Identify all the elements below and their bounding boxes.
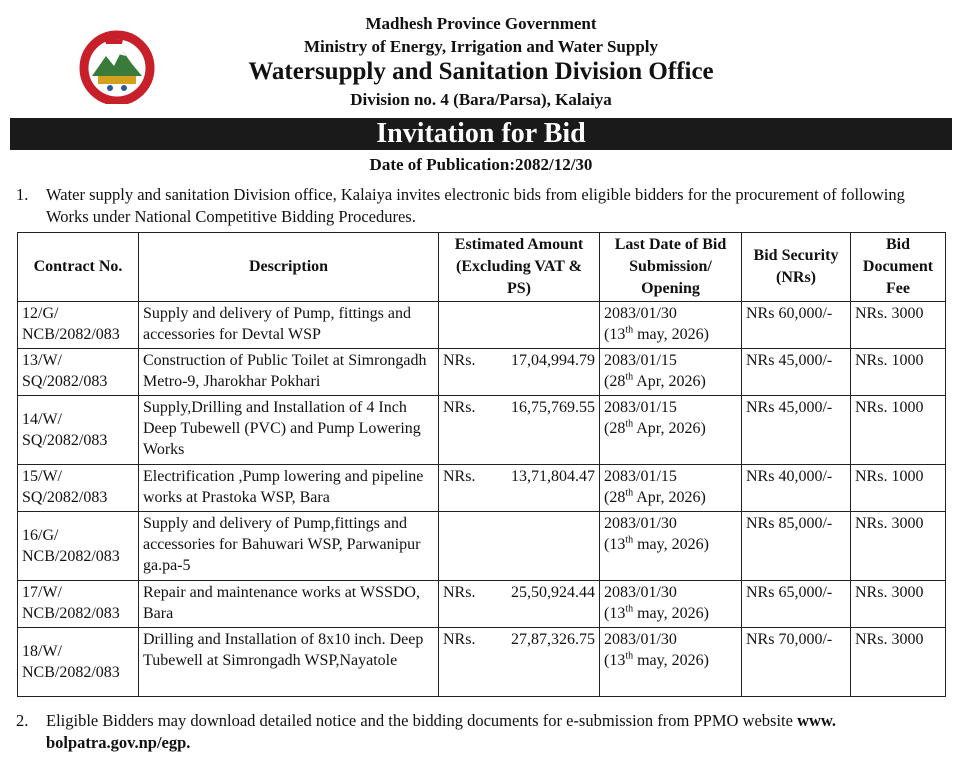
description: Supply and delivery of Pump, fittings and accessories for Devtal WSP	[139, 302, 439, 349]
contract-no: 18/W/ NCB/2082/083	[18, 628, 139, 697]
bid-security: NRs 70,000/-	[742, 628, 851, 697]
last-date: 2083/01/15 (28th Apr, 2026)	[600, 465, 742, 512]
contract-no: 17/W/ NCB/2082/083	[18, 581, 139, 628]
paragraph-body: Eligible Bidders may download detailed notice and the bidding documents for e-submission from PPMO website	[46, 711, 798, 730]
description: Supply and delivery of Pump,fittings and accessories for Bahuwari WSP, Parwanipur ga.pa-5	[139, 512, 439, 581]
estimated-amount: NRs. 27,87,326.75	[439, 628, 600, 697]
estimated-amount: NRs. 16,75,769.55	[439, 396, 600, 465]
paragraph-text	[46, 710, 951, 754]
header-amount: Estimated Amount (Excluding VAT & PS)	[439, 233, 600, 302]
header-fee: Bid Document Fee	[851, 233, 946, 302]
paragraph-number: 2.	[16, 711, 29, 730]
estimated-amount: NRs. 25,50,924.44	[439, 581, 600, 628]
table-row	[18, 581, 946, 628]
bid-security: NRs 85,000/-	[742, 512, 851, 581]
document-fee: NRs. 1000	[851, 349, 946, 396]
table-header-row	[18, 233, 946, 302]
description: Drilling and Installation of 8x10 inch. Deep Tubewell at Simrongadh WSP,Nayatole	[139, 628, 439, 697]
bid-table	[17, 232, 946, 697]
header-security: Bid Security (NRs)	[742, 233, 851, 302]
contract-no: 14/W/ SQ/2082/083	[18, 396, 139, 465]
ppmo-website-link[interactable]: www. bolpatra.gov.np/egp.	[46, 711, 837, 752]
last-date: 2083/01/30 (13th may, 2026)	[600, 302, 742, 349]
province-name: Madhesh Province Government	[365, 14, 597, 33]
document-fee: NRs. 3000	[851, 302, 946, 349]
bid-security: NRs 45,000/-	[742, 396, 851, 465]
notice-title: Invitation for Bid	[10, 118, 952, 150]
division-name: Division no. 4 (Bara/Parsa), Kalaiya	[350, 90, 612, 109]
table-row	[18, 396, 946, 465]
last-date: 2083/01/30 (13th may, 2026)	[600, 512, 742, 581]
bid-security: NRs 60,000/-	[742, 302, 851, 349]
description: Supply,Drilling and Installation of 4 Inch Deep Tubewell (PVC) and Pump Lowering Works	[139, 396, 439, 465]
estimated-amount	[439, 512, 600, 581]
last-date: 2083/01/30 (13th may, 2026)	[600, 581, 742, 628]
last-date: 2083/01/15 (28th Apr, 2026)	[600, 396, 742, 465]
contract-no: 16/G/ NCB/2082/083	[18, 512, 139, 581]
letterhead	[0, 0, 962, 118]
paragraph-2	[16, 710, 946, 756]
document-fee: NRs. 3000	[851, 628, 946, 697]
description: Repair and maintenance works at WSSDO, Bara	[139, 581, 439, 628]
table-row	[18, 512, 946, 581]
publication-date: Date of Publication:2082/12/30	[369, 155, 593, 174]
table-row	[18, 349, 946, 396]
paragraph-text: Water supply and sanitation Division office, Kalaiya invites electronic bids from eligible bidders for the procurement of following Works under National Competitive Bidding Procedures.	[46, 185, 905, 226]
ministry-name: Ministry of Energy, Irrigation and Water Supply	[303, 37, 659, 56]
document-fee: NRs. 1000	[851, 396, 946, 465]
office-name: Watersupply and Sanitation Division Office	[248, 58, 714, 85]
contract-no: 12/G/ NCB/2082/083	[18, 302, 139, 349]
estimated-amount: NRs. 17,04,994.79	[439, 349, 600, 396]
document-fee: NRs. 1000	[851, 465, 946, 512]
paragraph-number: 1.	[16, 185, 29, 204]
bid-security: NRs 65,000/-	[742, 581, 851, 628]
document-fee: NRs. 3000	[851, 581, 946, 628]
header-last-date: Last Date of Bid Submission/ Opening	[600, 233, 742, 302]
last-date: 2083/01/30 (13th may, 2026)	[600, 628, 742, 697]
estimated-amount	[439, 302, 600, 349]
document-fee: NRs. 3000	[851, 512, 946, 581]
table-row	[18, 302, 946, 349]
paragraph-1	[16, 184, 946, 230]
header-description: Description	[139, 233, 439, 302]
estimated-amount: NRs. 13,71,804.47	[439, 465, 600, 512]
table-row	[18, 628, 946, 697]
contract-no: 15/W/ SQ/2082/083	[18, 465, 139, 512]
last-date: 2083/01/15 (28th Apr, 2026)	[600, 349, 742, 396]
bid-security: NRs 45,000/-	[742, 349, 851, 396]
contract-no: 13/W/ SQ/2082/083	[18, 349, 139, 396]
bid-security: NRs 40,000/-	[742, 465, 851, 512]
table-row	[18, 465, 946, 512]
description: Construction of Public Toilet at Simrongadh Metro-9, Jharokhar Pokhari	[139, 349, 439, 396]
description: Electrification ,Pump lowering and pipeline works at Prastoka WSP, Bara	[139, 465, 439, 512]
header-contract: Contract No.	[18, 233, 139, 302]
